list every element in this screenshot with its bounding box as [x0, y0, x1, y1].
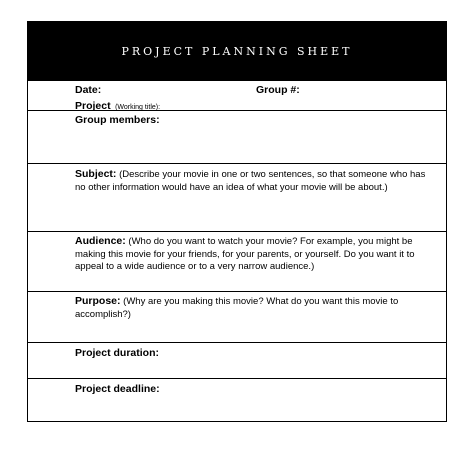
subject-description: (Describe your movie in one or two sentences, so that someone who has no other information would have an idea of what your movie will be about.) [75, 169, 426, 193]
audience-field [75, 235, 435, 274]
subject-field [75, 168, 435, 194]
audience-description: (Who do you want to watch your movie? For example, you might be making this movie for your friends, for your parents, or yourself. Do you want it to appeal to a wide audience or to a very narrow audience.) [75, 236, 415, 272]
subject-label: Subject: [75, 168, 117, 180]
audience-label: Audience: [75, 235, 126, 247]
deadline-label: Project deadline: [75, 383, 160, 395]
deadline-row [28, 378, 446, 421]
sheet-title [28, 22, 446, 81]
purpose-field [75, 295, 435, 321]
duration-label: Project duration: [75, 347, 160, 359]
group-number-label: Group #: [256, 84, 300, 96]
group-members-label: Group members: [75, 114, 160, 126]
project-hint: (Working title): [115, 104, 161, 111]
date-label: Date: [75, 84, 102, 96]
audience-row [28, 231, 446, 291]
group-members-row [28, 110, 446, 163]
planning-sheet [27, 21, 447, 422]
purpose-label: Purpose: [75, 295, 121, 307]
purpose-description: (Why are you making this movie? What do you want this movie to accomplish?) [75, 296, 399, 320]
header-row [28, 81, 446, 110]
subject-row [28, 163, 446, 231]
sheet-title-text: PROJECT PLANNING SHEET [121, 45, 353, 58]
project-label: Project [75, 100, 111, 112]
purpose-row [28, 291, 446, 342]
duration-row [28, 342, 446, 378]
